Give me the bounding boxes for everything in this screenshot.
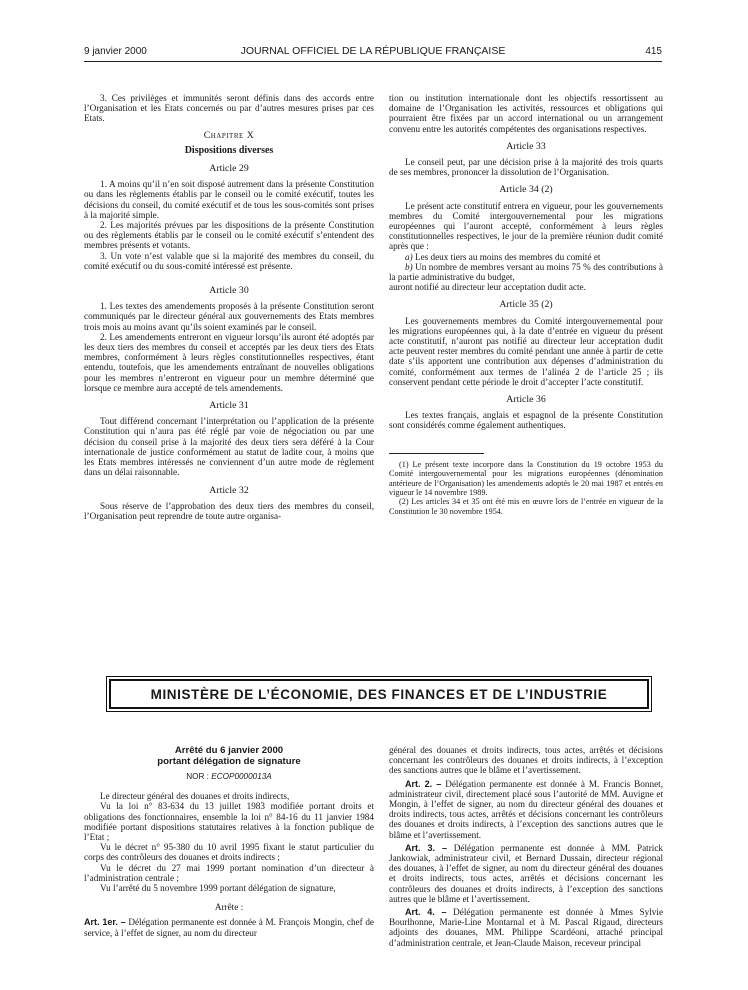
column-bottom-right [389, 745, 663, 948]
article-34-paragraph-1: Le présent acte constitutif entrera en vigueur, pour les gouvernements membres du Comité intergouvernemental pour les migrations européennes qui l’auront accepté, conformément à leurs règles constitutionnelles respectives, le jour de la première réunion dudit comité après que : [389, 200, 663, 252]
footnote-2: (2) Les articles 34 et 35 ont été mis en œuvre lors de l’entrée en vigueur de la Constitution le 30 novembre 1954. [389, 497, 663, 516]
decree-vu-3: Vu le décret du 27 mai 1999 portant nomination d’un directeur à l’administration centrale ; [84, 862, 374, 883]
decree-article-3 [389, 843, 663, 904]
article-31-paragraph-1: Tout différend concernant l’interprétation ou l’application de la présente Constitution qui n’aura pas été réglé par voie de négociation ou par une décision du conseil prise à la majorité des deux tiers sera déféré à la Cour internationale de justice conformément au statut de ladite cour, à moins que les Etats membres intéressés ne conviennent d’un autre mode de règlement dans un délai raisonnable. [84, 416, 374, 478]
column-bottom-left [84, 745, 374, 941]
item-b-text: Un nombre de membres versant au moins 75 % des contributions à la partie administrative du budget, [389, 261, 663, 283]
header-rule [84, 61, 662, 62]
article-36-title: Article 36 [506, 394, 546, 406]
article-34-item-b [389, 262, 663, 282]
footnotes [389, 460, 663, 516]
footnote-1: (1) Le présent texte incorpore dans la Constitution du 19 octobre 1953 du Comité intergouvernemental pour les migrations européennes (dénomination antérieure de l’Organisation) les amendements adoptés le 20 mai 1987 et entrés en vigueur le 14 novembre 1989. [389, 459, 663, 497]
article-1-label: Art. 1er. – [84, 917, 126, 928]
item-b-letter: b) [405, 261, 413, 272]
article-3-text: Délégation permanente est donnée à MM. Patrick Jankowiak, administrateur civil, et Bernard Dussain, directeur régional des douanes, à l’effet de signer, au nom du directeur général des douanes et droits indirects, tous actes, arrêtés et décisions concernant les contrôleurs des douanes et droits indirects, à l’exception des sanctions autres que le blâme et l’avertissement. [389, 842, 664, 904]
article-33-paragraph-1: Le conseil peut, par une décision prise à la majorité des trois quarts de ses membres, prononcer la dissolution de l’Organisation. [389, 157, 663, 178]
decree-vu-1: Vu la loi n° 83-634 du 13 juillet 1983 modifiée portant droits et obligations des fonctionnaires, ensemble la loi n° 84-16 du 11 janvier 1984 modifiée portant dispositions statutaires relatives à la fonction publique de l’Etat ; [84, 801, 374, 843]
page-number: 415 [645, 46, 662, 57]
article-1-text: Délégation permanente est donnée à M. François Mongin, chef de service, à l’effet de signer, au nom du directeur [84, 917, 374, 938]
decree-title-line-2: portant délégation de signature [157, 756, 301, 767]
article-32-title: Article 32 [209, 484, 249, 496]
nor-reference [84, 772, 374, 782]
journal-title: JOURNAL OFFICIEL DE LA RÉPUBLIQUE FRANÇAISE [240, 45, 506, 57]
nor-code: ECOP0000013A [211, 772, 272, 781]
article-2-label: Art. 2. – [405, 778, 442, 789]
article-30-paragraph-2: 2. Les amendements entreront en vigueur lorsqu’ils auront été adoptés par les deux tiers des membres du conseil et acceptés par les deux tiers des Etats membres, conformément à leurs règles constitutionnelles respectives, étant entendu, toutefois, que les amendements entraînant de nouvelles obligations pour les membres n’entreront en vigueur pour un membre déterminé que lorsque ce membre aura accepté de tels amendements. [84, 331, 374, 393]
decree-vu-2: Vu le décret n° 95-380 du 10 avril 1995 fixant le statut particulier du corps des contrôleurs des douanes et droits indirects ; [84, 842, 374, 863]
article-36-paragraph-1: Les textes français, anglais et espagnol de la présente Constitution sont considérés comme également authentiques. [389, 410, 663, 431]
decree-heading [84, 745, 374, 767]
article-35-paragraph-1: Les gouvernements membres du Comité intergouvernemental pour les migrations européennes qui, à la date d’entrée en vigueur du présent acte constitutif, n’auront pas notifié au directeur leur acceptation dudit acte peuvent rester membres du comité pendant une année à partir de cette date s’ils apportent une contribution aux dépenses d’administration du comité, conformément aux termes de l’alinéa 2 de l’article 25 ; ils conservent pendant cette période le droit d’accepter l’acte constitutif. [389, 315, 663, 387]
item-a-letter: a) [405, 251, 413, 262]
decree-title-line-1: Arrêté du 6 janvier 2000 [174, 745, 284, 756]
chapter-title: Dispositions diverses [184, 144, 274, 156]
article-35-title: Article 35 (2) [499, 299, 553, 311]
decree-article-1-continued: général des douanes et droits indirects, tous actes, arrêtés et décisions concernant les contrôleurs des douanes et droits indirects, à l’exception des sanctions autres que le blâme et l’avertissement. [389, 745, 663, 776]
item-a-text: Les deux tiers au moins des membres du comité et [414, 251, 601, 262]
article-29-title: Article 29 [209, 163, 249, 175]
article-29-paragraph-2: 2. Les majorités prévues par les dispositions de la présente Constitution ou des règlements établis par le conseil ou le comité exécutif s’entendent des membres présents et votants. [84, 220, 374, 251]
article-30-title: Article 30 [209, 285, 249, 297]
paragraph-continued: tion ou institution internationale dont les objectifs ressortissent au domaine de l’Organisation les activités, ressources et obligations qui pourraient être fixées par un accord international ou un arrangement convenu entre les autorités compétentes des organisations respectives. [389, 93, 663, 134]
nor-label: NOR : [186, 772, 209, 781]
paragraph-privileges: 3. Ces privilèges et immunités seront définis dans des accords entre l’Organisation et les Etats concernés ou par d’autres mesures prises par ces Etats. [84, 93, 374, 124]
article-32-paragraph-1: Sous réserve de l’approbation des deux tiers des membres du conseil, l’Organisation peut reprendre de toute autre organisa- [84, 500, 374, 521]
chapter-heading: Chapitre X [203, 129, 255, 141]
decree-article-4 [389, 907, 663, 948]
decree-article-2 [389, 779, 663, 840]
decree-article-1 [84, 917, 374, 937]
article-2-text: Délégation permanente est donnée à M. Francis Bonnet, administrateur civil, directement placé sous l’autorité de MM. Auvigne et Mongin, à l’effet de signer, au nom du directeur général des douanes et droits indirects, tous actes, arrêtés et décisions concernant les contrôleurs des douanes et droits indirects, à l’exception des sanctions autres que le blâme et l’avertissement. [389, 778, 664, 840]
ministry-title: MINISTÈRE DE L’ÉCONOMIE, DES FINANCES ET DE L’INDUSTRIE [150, 686, 608, 702]
article-34-item-a [389, 252, 663, 262]
article-4-label: Art. 4. – [405, 907, 447, 918]
article-29-paragraph-3: 3. Un vote n’est valable que si la majorité des membres du conseil, du comité exécutif ou du sous-comité intéressé est présente. [84, 250, 374, 271]
article-34-title: Article 34 (2) [499, 184, 553, 196]
article-34-closing: auront notifié au directeur leur acceptation dudit acte. [389, 282, 586, 293]
header-date: 9 janvier 2000 [84, 46, 147, 57]
ministry-banner [109, 679, 649, 709]
article-30-paragraph-1: 1. Les textes des amendements proposés à la présente Constitution seront communiqués par le directeur général aux gouvernements des Etats membres trois mois au moins avant qu’ils soient examinés par le conseil. [84, 301, 374, 332]
footnote-rule [389, 453, 484, 454]
article-29-paragraph-1: 1. A moins qu’il n’en soit disposé autrement dans la présente Constitution ou dans les règlements établis par le conseil ou le comité exécutif, toutes les décisions du conseil, du comité exécutif et de tous les sous-comités sont prises à la majorité simple. [84, 179, 374, 220]
article-3-label: Art. 3. – [405, 842, 447, 853]
article-4-text: Délégation permanente est donnée à Mmes Sylvie Bourlhonne, Marie-Line Montarnal et à M. Pascal Rigaud, directeurs adjoints des douanes, MM. Philippe Scardéoni, attaché principal d’administration centrale, et Jean-Claude Maison, receveur principal [389, 907, 664, 948]
article-33-title: Article 33 [506, 140, 546, 152]
decree-vu-4: Vu l’arrêté du 5 novembre 1999 portant délégation de signature, [100, 883, 336, 894]
decree-intro: Le directeur général des douanes et droits indirects, [100, 791, 290, 802]
column-top-left [84, 93, 374, 521]
article-31-title: Article 31 [209, 400, 249, 412]
decree-arrete: Arrête : [214, 902, 244, 913]
column-top-right [389, 93, 663, 516]
running-header [84, 44, 662, 60]
